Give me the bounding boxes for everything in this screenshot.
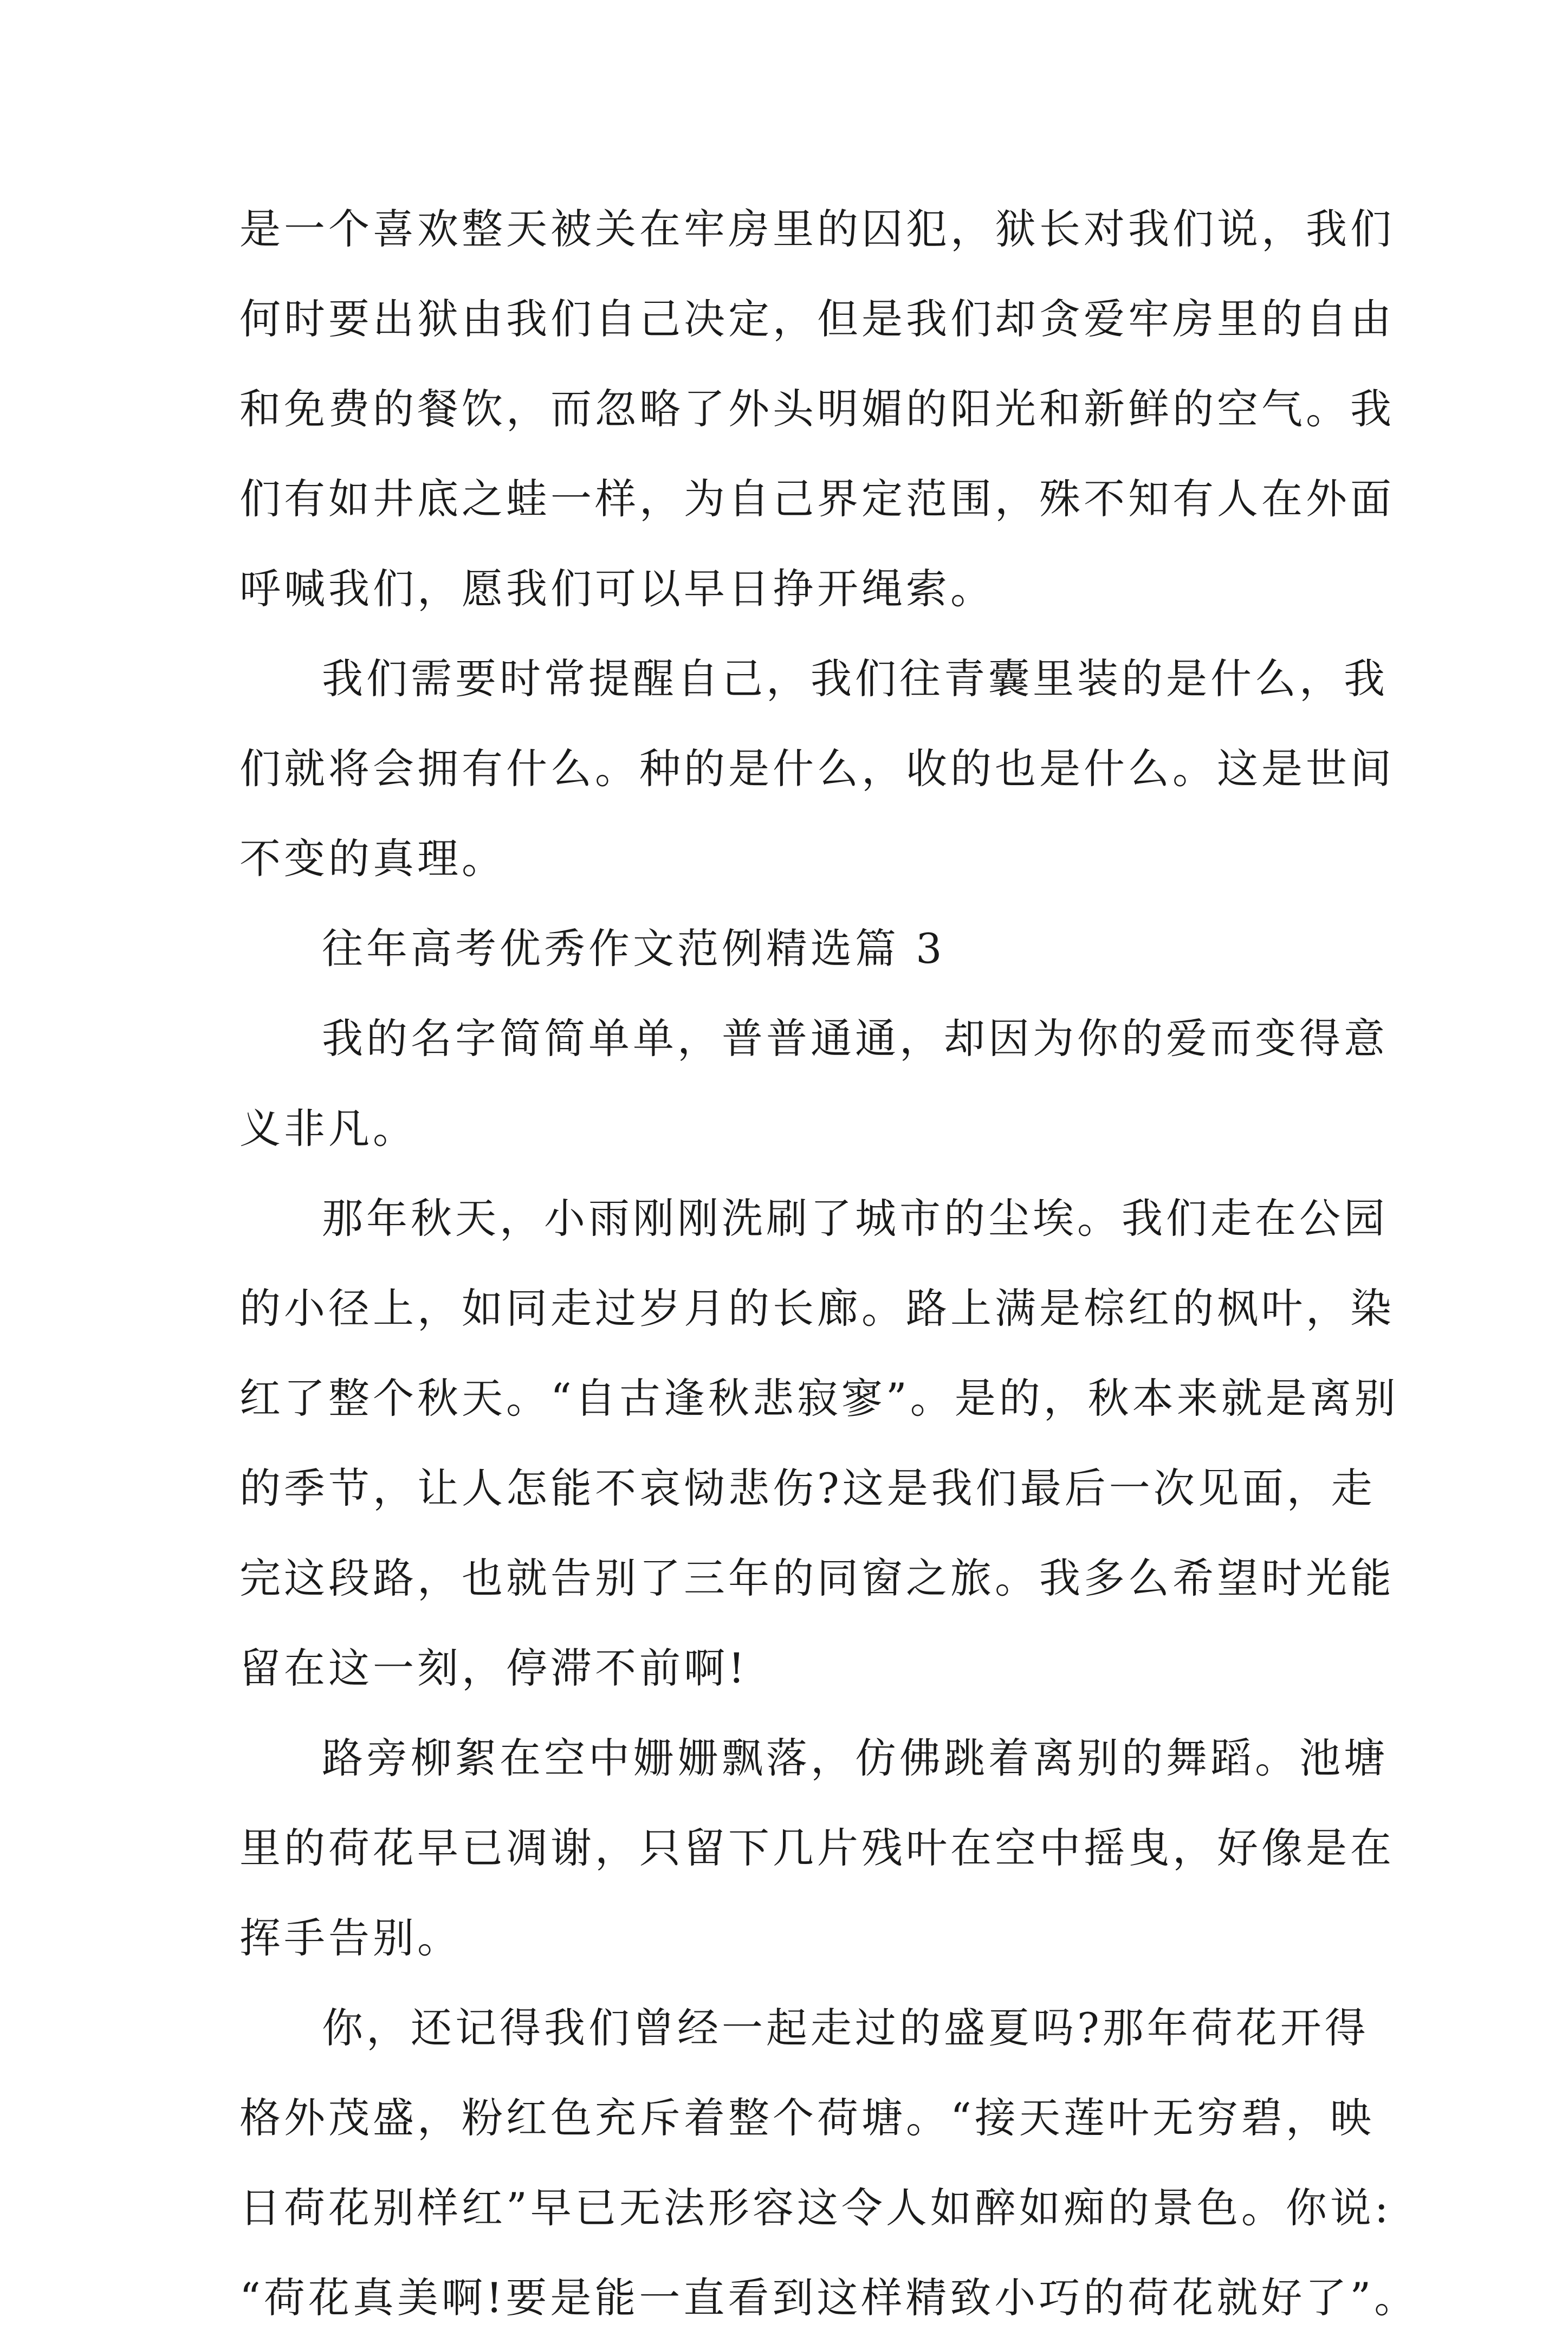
paragraph-first-line: 我们需要时常提醒自己，我们往青囊里装的是什么，我 — [322, 655, 1388, 703]
paragraph-first-line: 我的名字简简单单，普普通通，却因为你的爱而变得意 — [322, 1014, 1388, 1063]
text-line: 留在这一刻，停滞不前啊! — [239, 1644, 748, 1692]
text-line: 挥手告别。 — [239, 1914, 462, 1962]
text-line: 日荷花别样红”早已无法形容这令人如醉如痴的景色。你说: — [239, 2184, 1392, 2232]
text-line: 是一个喜欢整天被关在牢房里的囚犯，狱长对我们说，我们 — [239, 205, 1395, 253]
paragraph-first-line: 那年秋天，小雨刚刚洗刷了城市的尘埃。我们走在公园 — [322, 1194, 1388, 1242]
text-line: 里的荷花早已凋谢，只留下几片残叶在空中摇曳，好像是在 — [239, 1824, 1395, 1872]
text-line: “荷花真美啊!要是能一直看到这样精致小巧的荷花就好了”。 — [239, 2274, 1419, 2322]
text-line: 们就将会拥有什么。种的是什么，收的也是什么。这是世间 — [239, 745, 1395, 793]
text-line: 的季节，让人怎能不哀恸悲伤?这是我们最后一次见面，走 — [239, 1464, 1376, 1512]
essay-text — [239, 184, 1419, 2343]
text-line: 们有如井底之蛙一样，为自己界定范围，殊不知有人在外面 — [239, 475, 1395, 523]
section-heading: 往年高考优秀作文范例精选篇 3 — [322, 924, 945, 973]
text-line: 和免费的餐饮，而忽略了外头明媚的阳光和新鲜的空气。我 — [239, 385, 1395, 433]
text-line: 红了整个秋天。“自古逢秋悲寂寥”。是的，秋本来就是离别 — [239, 1374, 1399, 1422]
text-line: 完这段路，也就告别了三年的同窗之旅。我多么希望时光能 — [239, 1554, 1395, 1602]
paragraph-first-line: 路旁柳絮在空中姗姗飘落，仿佛跳着离别的舞蹈。池塘 — [322, 1734, 1388, 1782]
text-line: 呼喊我们，愿我们可以早日挣开绳索。 — [239, 565, 995, 613]
text-line: 不变的真理。 — [239, 834, 506, 883]
text-line: 义非凡。 — [239, 1104, 417, 1153]
text-line: 格外茂盛，粉红色充斥着整个荷塘。“接天莲叶无穷碧，映 — [239, 2094, 1375, 2142]
text-line: 的小径上，如同走过岁月的长廊。路上满是棕红的枫叶，染 — [239, 1284, 1395, 1332]
text-line: 何时要出狱由我们自己决定，但是我们却贪爱牢房里的自由 — [239, 295, 1395, 343]
paragraph-first-line: 你，还记得我们曾经一起走过的盛夏吗?那年荷花开得 — [322, 2004, 1369, 2052]
